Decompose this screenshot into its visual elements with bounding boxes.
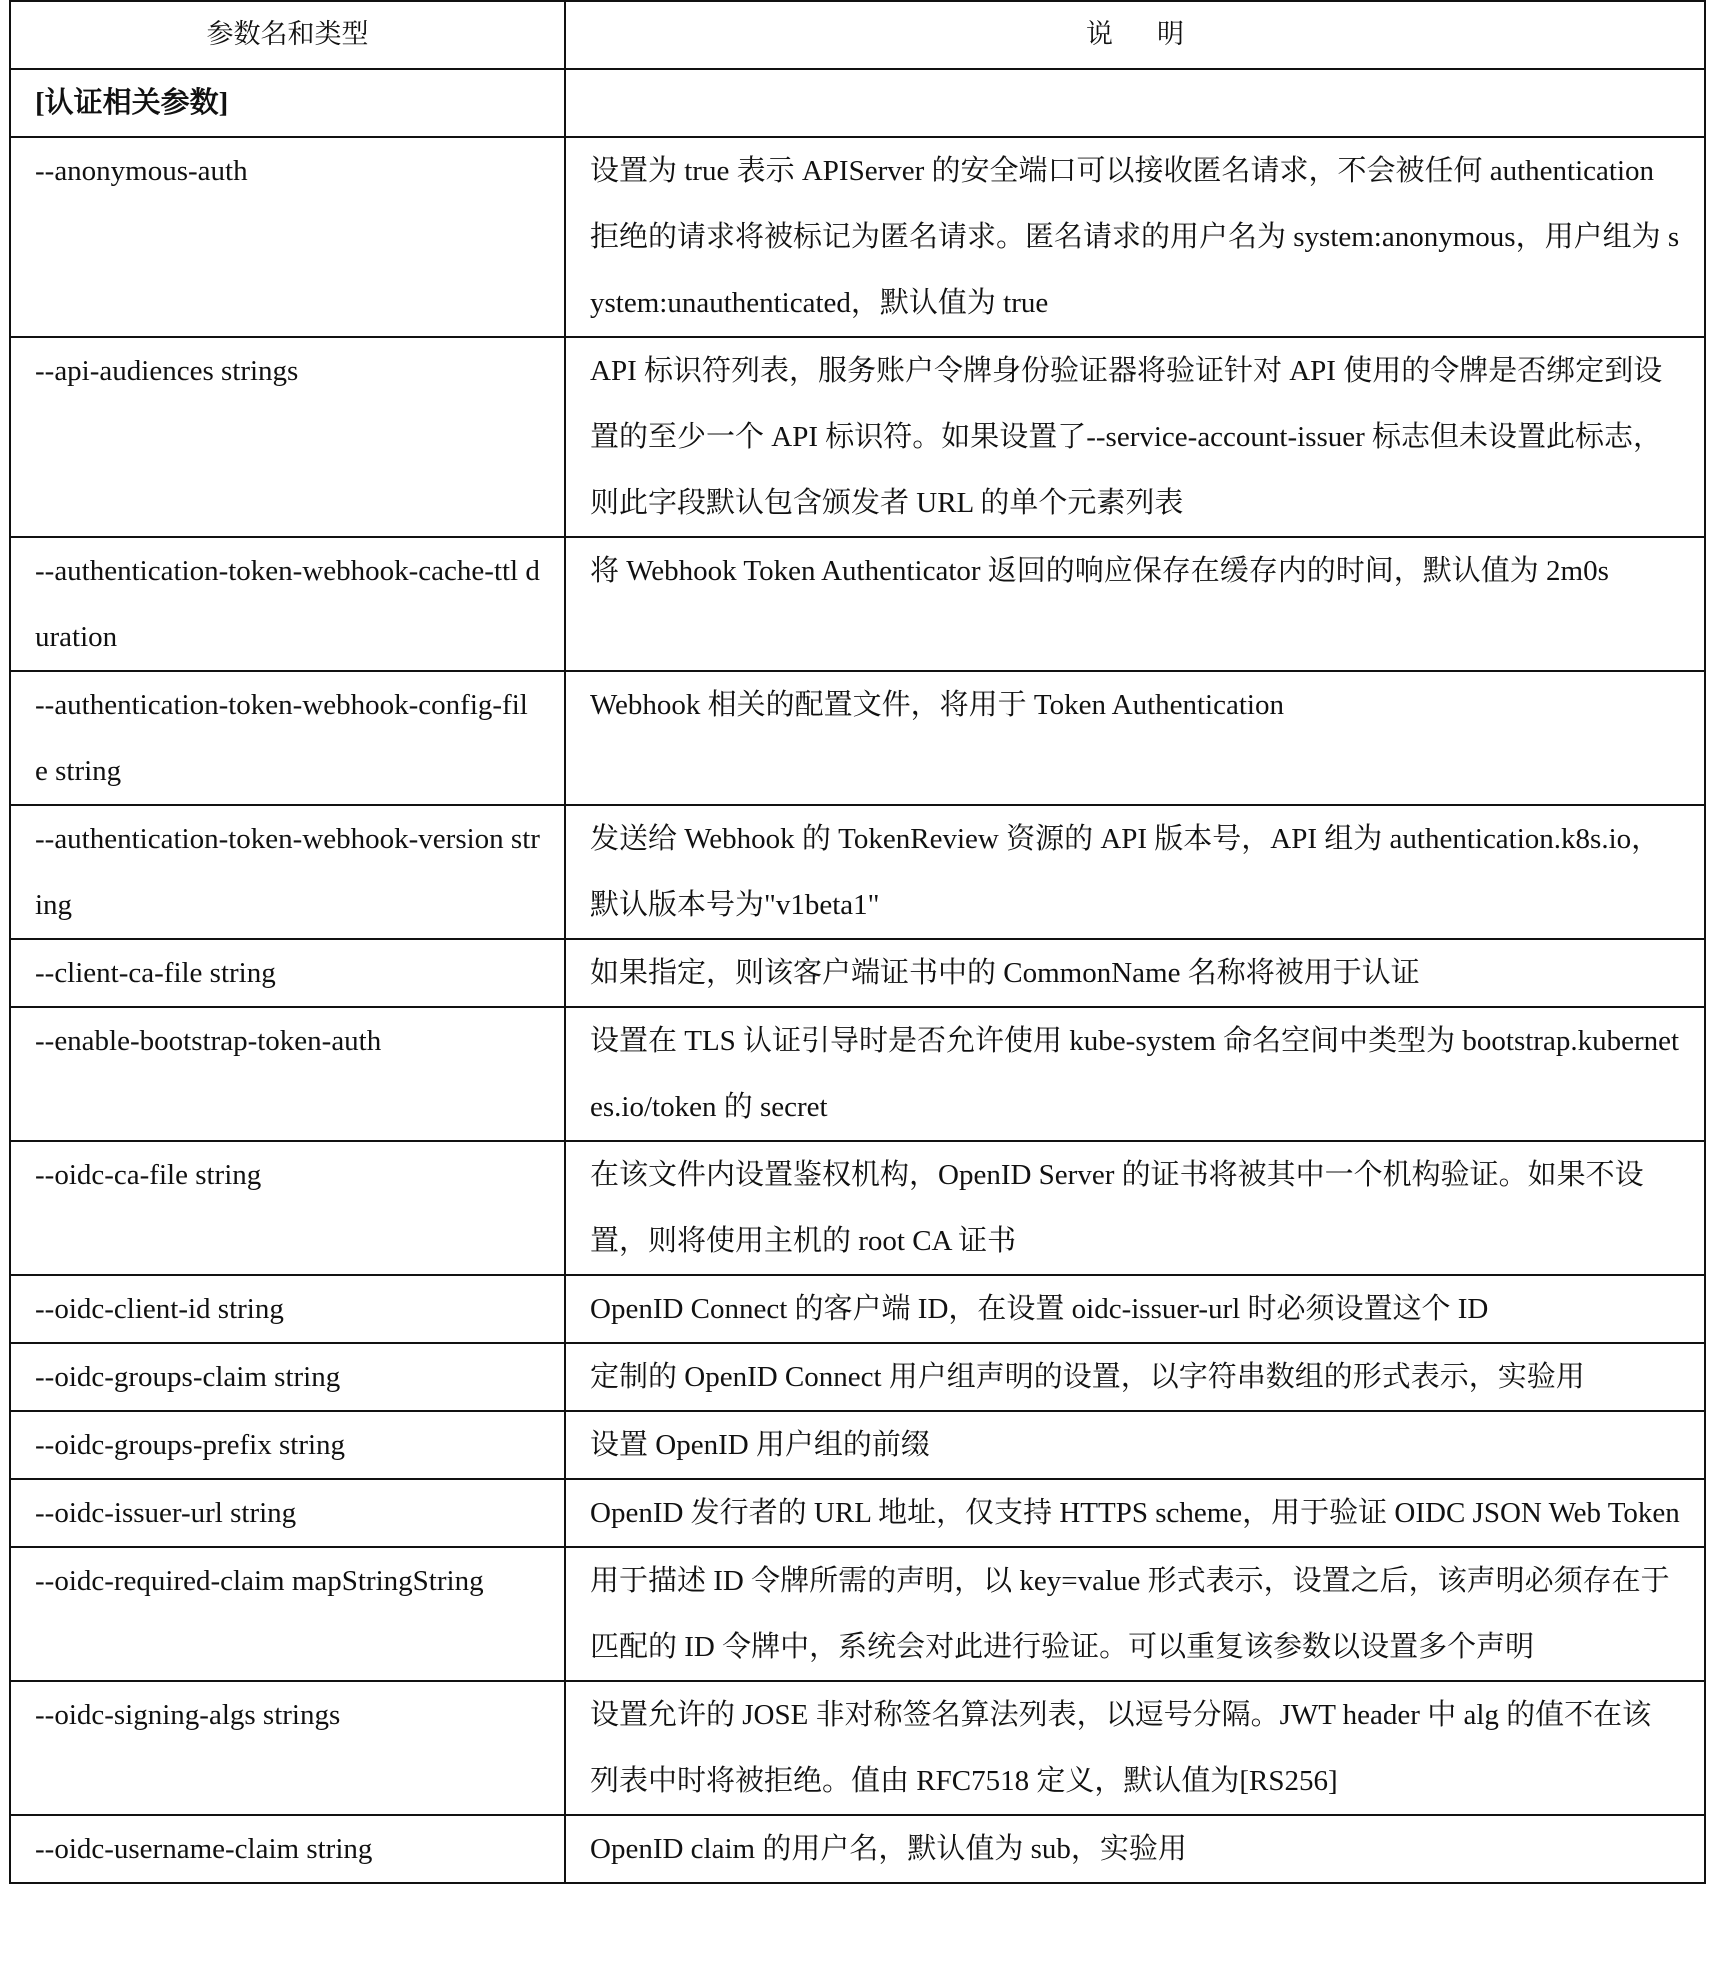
param-name: --authentication-token-webhook-version string xyxy=(10,805,565,939)
header-param-name: 参数名和类型 xyxy=(10,1,565,69)
header-row xyxy=(10,1,1705,69)
param-name: --oidc-required-claim mapStringString xyxy=(10,1547,565,1681)
param-name: --oidc-client-id string xyxy=(10,1275,565,1343)
param-name: --authentication-token-webhook-cache-ttl duration xyxy=(10,537,565,671)
table-row xyxy=(10,1007,1705,1141)
param-name: --api-audiences strings xyxy=(10,337,565,537)
param-name: --client-ca-file string xyxy=(10,939,565,1007)
param-description: 设置为 true 表示 APIServer 的安全端口可以接收匿名请求，不会被任何 authentication 拒绝的请求将被标记为匿名请求。匿名请求的用户名为 system:anonymous，用户组为 system:unauthenticated，默认值为 true xyxy=(565,137,1705,337)
param-description: Webhook 相关的配置文件，将用于 Token Authentication xyxy=(565,671,1705,805)
param-description: 设置在 TLS 认证引导时是否允许使用 kube-system 命名空间中类型为 bootstrap.kubernetes.io/token 的 secret xyxy=(565,1007,1705,1141)
table-row xyxy=(10,1815,1705,1883)
table-row xyxy=(10,1411,1705,1479)
table-row xyxy=(10,805,1705,939)
param-name: --oidc-groups-claim string xyxy=(10,1343,565,1411)
table-row xyxy=(10,1275,1705,1343)
param-name: --oidc-ca-file string xyxy=(10,1141,565,1275)
table-row xyxy=(10,137,1705,337)
param-description: 在该文件内设置鉴权机构，OpenID Server 的证书将被其中一个机构验证。如果不设置，则将使用主机的 root CA 证书 xyxy=(565,1141,1705,1275)
table-row xyxy=(10,1343,1705,1411)
param-name: --authentication-token-webhook-config-file string xyxy=(10,671,565,805)
param-name: --oidc-groups-prefix string xyxy=(10,1411,565,1479)
param-description: 将 Webhook Token Authenticator 返回的响应保存在缓存内的时间，默认值为 2m0s xyxy=(565,537,1705,671)
table-row xyxy=(10,1479,1705,1547)
param-name: --oidc-username-claim string xyxy=(10,1815,565,1883)
param-description: 定制的 OpenID Connect 用户组声明的设置，以字符串数组的形式表示，实验用 xyxy=(565,1343,1705,1411)
param-description: 发送给 Webhook 的 TokenReview 资源的 API 版本号，API 组为 authentication.k8s.io，默认版本号为"v1beta1" xyxy=(565,805,1705,939)
table-row xyxy=(10,1681,1705,1815)
param-name: --enable-bootstrap-token-auth xyxy=(10,1007,565,1141)
param-description: 用于描述 ID 令牌所需的声明，以 key=value 形式表示，设置之后，该声明必须存在于匹配的 ID 令牌中，系统会对此进行验证。可以重复该参数以设置多个声明 xyxy=(565,1547,1705,1681)
param-name: --oidc-issuer-url string xyxy=(10,1479,565,1547)
param-description: API 标识符列表，服务账户令牌身份验证器将验证针对 API 使用的令牌是否绑定到设置的至少一个 API 标识符。如果设置了--service-account-issuer 标志但未设置此标志，则此字段默认包含颁发者 URL 的单个元素列表 xyxy=(565,337,1705,537)
table-row xyxy=(10,671,1705,805)
param-description: OpenID Connect 的客户端 ID，在设置 oidc-issuer-url 时必须设置这个 ID xyxy=(565,1275,1705,1343)
table-row xyxy=(10,1547,1705,1681)
param-description: OpenID claim 的用户名，默认值为 sub，实验用 xyxy=(565,1815,1705,1883)
table-row xyxy=(10,939,1705,1007)
section-title: [认证相关参数] xyxy=(10,69,565,137)
param-name: --oidc-signing-algs strings xyxy=(10,1681,565,1815)
table-row xyxy=(10,337,1705,537)
table-row xyxy=(10,1141,1705,1275)
table-row xyxy=(10,537,1705,671)
section-row xyxy=(10,69,1705,137)
param-description: 设置允许的 JOSE 非对称签名算法列表，以逗号分隔。JWT header 中 alg 的值不在该列表中时将被拒绝。值由 RFC7518 定义，默认值为[RS256] xyxy=(565,1681,1705,1815)
param-description: OpenID 发行者的 URL 地址，仅支持 HTTPS scheme，用于验证 OIDC JSON Web Token xyxy=(565,1479,1705,1547)
param-description: 如果指定，则该客户端证书中的 CommonName 名称将被用于认证 xyxy=(565,939,1705,1007)
parameter-table xyxy=(9,0,1706,1884)
param-description: 设置 OpenID 用户组的前缀 xyxy=(565,1411,1705,1479)
header-description: 说明 xyxy=(565,1,1705,69)
section-empty-cell xyxy=(565,69,1705,137)
param-name: --anonymous-auth xyxy=(10,137,565,337)
